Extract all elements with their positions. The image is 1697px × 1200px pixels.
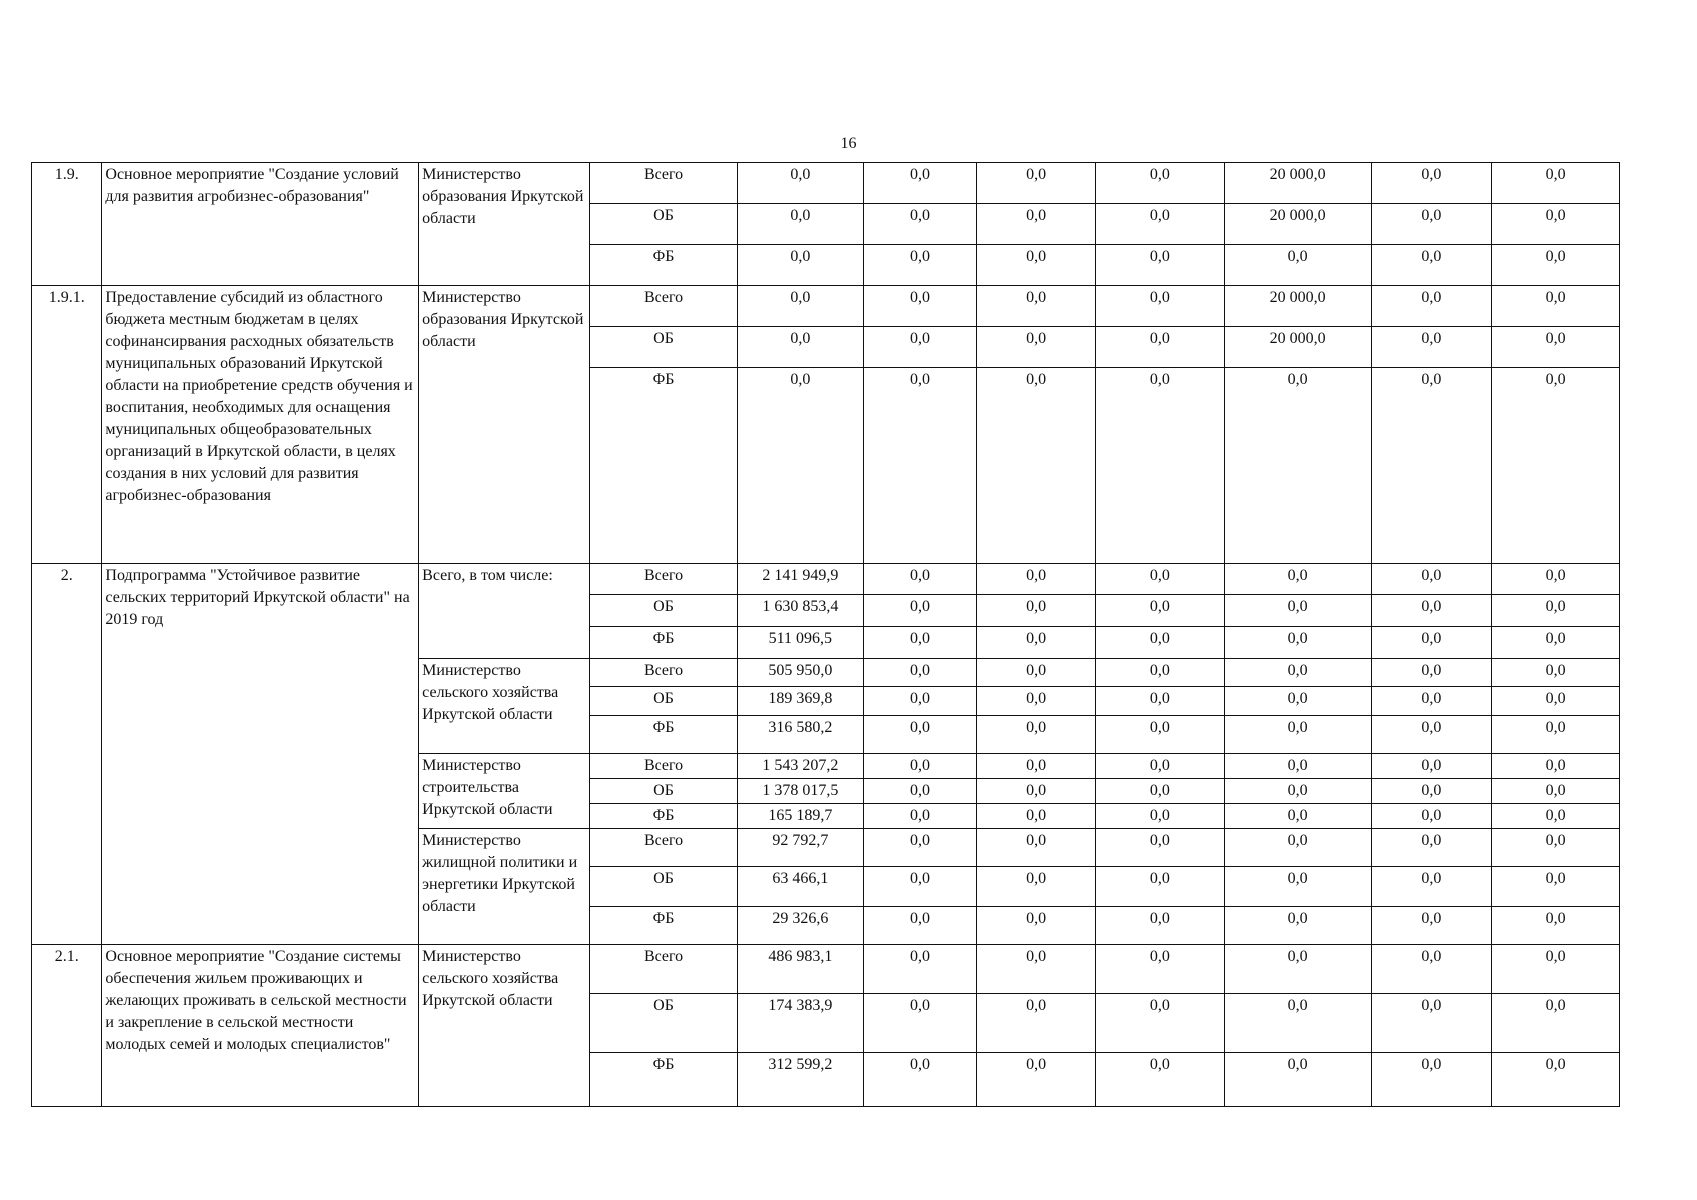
table-row [32, 564, 1620, 595]
funding-value: 505 950,0 [737, 659, 863, 687]
funding-value: 0,0 [1492, 754, 1620, 779]
funding-value: 0,0 [737, 163, 863, 204]
funding-value: 0,0 [1371, 627, 1492, 659]
funding-value: 0,0 [1224, 245, 1371, 286]
funding-value: 0,0 [1224, 754, 1371, 779]
funding-source: ФБ [590, 368, 738, 564]
funding-value: 0,0 [1095, 867, 1224, 907]
funding-value: 0,0 [1492, 716, 1620, 754]
funding-value: 0,0 [1492, 659, 1620, 687]
funding-value: 20 000,0 [1224, 286, 1371, 327]
funding-value: 0,0 [863, 595, 977, 627]
funding-source: Всего [590, 286, 738, 327]
funding-value: 0,0 [977, 659, 1096, 687]
funding-source: Всего [590, 659, 738, 687]
funding-value: 0,0 [737, 327, 863, 368]
funding-value: 0,0 [1492, 204, 1620, 245]
funding-value: 0,0 [1095, 804, 1224, 829]
funding-value: 0,0 [1492, 286, 1620, 327]
funding-value: 0,0 [1224, 368, 1371, 564]
funding-value: 0,0 [737, 204, 863, 245]
responsible-executor: Министерство жилищной политики и энергетики Иркутской области [419, 829, 590, 945]
funding-value: 0,0 [863, 245, 977, 286]
funding-value: 0,0 [1371, 204, 1492, 245]
funding-value: 63 466,1 [737, 867, 863, 907]
funding-source: Всего [590, 945, 738, 994]
funding-value: 0,0 [977, 1053, 1096, 1107]
funding-value: 0,0 [1224, 1053, 1371, 1107]
funding-value: 0,0 [1095, 327, 1224, 368]
funding-source: Всего [590, 829, 738, 867]
funding-value: 0,0 [863, 867, 977, 907]
funding-value: 0,0 [863, 163, 977, 204]
item-number: 1.9.1. [32, 286, 102, 564]
budget-table [31, 162, 1620, 1107]
funding-value: 0,0 [1492, 907, 1620, 945]
funding-value: 0,0 [1371, 368, 1492, 564]
funding-value: 92 792,7 [737, 829, 863, 867]
funding-value: 0,0 [1371, 327, 1492, 368]
funding-value: 0,0 [1371, 716, 1492, 754]
funding-value: 0,0 [1095, 687, 1224, 716]
funding-value: 0,0 [1224, 659, 1371, 687]
funding-value: 0,0 [977, 804, 1096, 829]
funding-source: ОБ [590, 687, 738, 716]
funding-value: 20 000,0 [1224, 204, 1371, 245]
funding-value: 0,0 [1224, 716, 1371, 754]
funding-value: 0,0 [1371, 907, 1492, 945]
funding-value: 0,0 [1371, 945, 1492, 994]
funding-source: ОБ [590, 994, 738, 1053]
funding-value: 0,0 [1492, 829, 1620, 867]
table-row [32, 163, 1620, 204]
funding-value: 0,0 [863, 1053, 977, 1107]
funding-value: 0,0 [1095, 595, 1224, 627]
funding-value: 0,0 [1371, 779, 1492, 804]
funding-value: 511 096,5 [737, 627, 863, 659]
funding-value: 0,0 [1224, 829, 1371, 867]
funding-value: 0,0 [1492, 994, 1620, 1053]
funding-value: 0,0 [977, 286, 1096, 327]
funding-value: 0,0 [863, 368, 977, 564]
funding-value: 0,0 [977, 716, 1096, 754]
funding-value: 0,0 [977, 867, 1096, 907]
funding-value: 0,0 [737, 245, 863, 286]
funding-source: Всего [590, 754, 738, 779]
funding-value: 0,0 [1095, 754, 1224, 779]
funding-value: 0,0 [977, 595, 1096, 627]
funding-value: 189 369,8 [737, 687, 863, 716]
funding-value: 0,0 [1371, 564, 1492, 595]
funding-value: 0,0 [1095, 627, 1224, 659]
responsible-executor: Министерство сельского хозяйства Иркутской области [419, 659, 590, 754]
funding-value: 0,0 [1095, 163, 1224, 204]
funding-value: 0,0 [1492, 779, 1620, 804]
responsible-executor: Министерство сельского хозяйства Иркутской области [419, 945, 590, 1107]
funding-value: 0,0 [1371, 1053, 1492, 1107]
funding-source: ФБ [590, 716, 738, 754]
funding-value: 174 383,9 [737, 994, 863, 1053]
funding-value: 0,0 [1095, 659, 1224, 687]
table-row [32, 286, 1620, 327]
funding-value: 0,0 [1492, 368, 1620, 564]
responsible-executor: Всего, в том числе: [419, 564, 590, 659]
funding-value: 0,0 [1492, 687, 1620, 716]
funding-value: 0,0 [1224, 595, 1371, 627]
funding-value: 0,0 [1224, 564, 1371, 595]
funding-value: 0,0 [977, 754, 1096, 779]
funding-source: ФБ [590, 804, 738, 829]
funding-value: 0,0 [863, 945, 977, 994]
funding-value: 0,0 [1492, 595, 1620, 627]
funding-value: 0,0 [977, 327, 1096, 368]
funding-value: 0,0 [1224, 867, 1371, 907]
funding-value: 0,0 [1095, 1053, 1224, 1107]
funding-value: 0,0 [977, 779, 1096, 804]
funding-value: 0,0 [1492, 804, 1620, 829]
responsible-executor: Министерство образования Иркутской области [419, 163, 590, 286]
funding-value: 0,0 [1095, 945, 1224, 994]
item-name: Основное мероприятие "Создание системы обеспечения жильем проживающих и желающих проживать в сельской местности и закрепление в сельской местности молодых семей и молодых специалистов" [102, 945, 419, 1107]
funding-value: 0,0 [977, 245, 1096, 286]
funding-value: 0,0 [863, 907, 977, 945]
funding-value: 0,0 [1095, 716, 1224, 754]
funding-value: 0,0 [1371, 754, 1492, 779]
funding-value: 0,0 [1492, 627, 1620, 659]
funding-value: 0,0 [1095, 286, 1224, 327]
funding-value: 0,0 [1224, 804, 1371, 829]
funding-value: 0,0 [1371, 595, 1492, 627]
budget-table-body [32, 163, 1620, 1107]
funding-source: ФБ [590, 1053, 738, 1107]
funding-value: 0,0 [863, 327, 977, 368]
funding-value: 0,0 [977, 564, 1096, 595]
funding-value: 0,0 [863, 779, 977, 804]
funding-value: 0,0 [977, 687, 1096, 716]
funding-value: 29 326,6 [737, 907, 863, 945]
funding-value: 0,0 [1095, 245, 1224, 286]
funding-value: 0,0 [1224, 945, 1371, 994]
funding-value: 312 599,2 [737, 1053, 863, 1107]
funding-source: ФБ [590, 245, 738, 286]
funding-value: 0,0 [863, 659, 977, 687]
item-number: 2.1. [32, 945, 102, 1107]
funding-value: 0,0 [863, 829, 977, 867]
funding-value: 0,0 [863, 627, 977, 659]
funding-value: 0,0 [863, 804, 977, 829]
funding-value: 316 580,2 [737, 716, 863, 754]
funding-source: ОБ [590, 595, 738, 627]
funding-value: 0,0 [1371, 659, 1492, 687]
funding-value: 0,0 [863, 564, 977, 595]
funding-value: 0,0 [977, 829, 1096, 867]
funding-value: 0,0 [1492, 1053, 1620, 1107]
funding-value: 0,0 [1224, 627, 1371, 659]
funding-source: ОБ [590, 867, 738, 907]
funding-value: 0,0 [977, 204, 1096, 245]
funding-source: Всего [590, 163, 738, 204]
item-number: 1.9. [32, 163, 102, 286]
funding-source: Всего [590, 564, 738, 595]
funding-value: 2 141 949,9 [737, 564, 863, 595]
item-name: Предоставление субсидий из областного бюджета местным бюджетам в целях софинансирвания расходных обязательств муниципальных образований Иркутской области на приобретение средств обучения и воспитания, необходимых для оснащения муниципальных общеобразовательных организаций в Иркутской области, в целях создания в них условий для развития агробизнес-образования [102, 286, 419, 564]
funding-value: 0,0 [737, 368, 863, 564]
funding-value: 0,0 [863, 994, 977, 1053]
funding-value: 0,0 [863, 716, 977, 754]
funding-value: 1 543 207,2 [737, 754, 863, 779]
funding-value: 0,0 [1371, 286, 1492, 327]
funding-value: 0,0 [737, 286, 863, 327]
funding-value: 486 983,1 [737, 945, 863, 994]
funding-value: 0,0 [1224, 687, 1371, 716]
funding-value: 0,0 [977, 627, 1096, 659]
funding-value: 0,0 [1224, 994, 1371, 1053]
page-number: 16 [840, 135, 857, 152]
funding-value: 0,0 [1095, 204, 1224, 245]
funding-value: 0,0 [1095, 779, 1224, 804]
funding-value: 0,0 [1371, 867, 1492, 907]
funding-value: 1 630 853,4 [737, 595, 863, 627]
funding-value: 0,0 [977, 163, 1096, 204]
table-row [32, 945, 1620, 994]
funding-source: ОБ [590, 779, 738, 804]
funding-value: 0,0 [1095, 907, 1224, 945]
responsible-executor: Министерство строительства Иркутской области [419, 754, 590, 829]
funding-value: 0,0 [863, 754, 977, 779]
funding-value: 20 000,0 [1224, 327, 1371, 368]
funding-value: 0,0 [1492, 327, 1620, 368]
funding-value: 0,0 [863, 687, 977, 716]
item-number: 2. [32, 564, 102, 945]
funding-value: 0,0 [1371, 829, 1492, 867]
funding-value: 20 000,0 [1224, 163, 1371, 204]
funding-source: ОБ [590, 204, 738, 245]
funding-value: 0,0 [1224, 907, 1371, 945]
funding-value: 0,0 [977, 994, 1096, 1053]
funding-source: ОБ [590, 327, 738, 368]
funding-value: 0,0 [863, 204, 977, 245]
funding-value: 0,0 [1371, 687, 1492, 716]
funding-value: 0,0 [1371, 245, 1492, 286]
funding-value: 0,0 [1224, 779, 1371, 804]
funding-value: 0,0 [1095, 368, 1224, 564]
funding-value: 0,0 [1095, 564, 1224, 595]
funding-value: 0,0 [1492, 867, 1620, 907]
responsible-executor: Министерство образования Иркутской области [419, 286, 590, 564]
funding-value: 0,0 [1492, 564, 1620, 595]
funding-value: 0,0 [1371, 163, 1492, 204]
funding-value: 0,0 [1095, 994, 1224, 1053]
funding-value: 0,0 [1492, 945, 1620, 994]
funding-value: 1 378 017,5 [737, 779, 863, 804]
funding-source: ФБ [590, 627, 738, 659]
funding-value: 0,0 [1492, 245, 1620, 286]
funding-value: 0,0 [863, 286, 977, 327]
item-name: Подпрограмма "Устойчивое развитие сельских территорий Иркутской области" на 2019 год [102, 564, 419, 945]
funding-value: 0,0 [1371, 994, 1492, 1053]
funding-value: 0,0 [1371, 804, 1492, 829]
funding-value: 0,0 [977, 368, 1096, 564]
funding-value: 0,0 [977, 945, 1096, 994]
funding-value: 0,0 [1095, 829, 1224, 867]
item-name: Основное мероприятие "Создание условий для развития агробизнес-образования" [102, 163, 419, 286]
funding-value: 0,0 [1492, 163, 1620, 204]
funding-value: 0,0 [977, 907, 1096, 945]
funding-value: 165 189,7 [737, 804, 863, 829]
funding-source: ФБ [590, 907, 738, 945]
